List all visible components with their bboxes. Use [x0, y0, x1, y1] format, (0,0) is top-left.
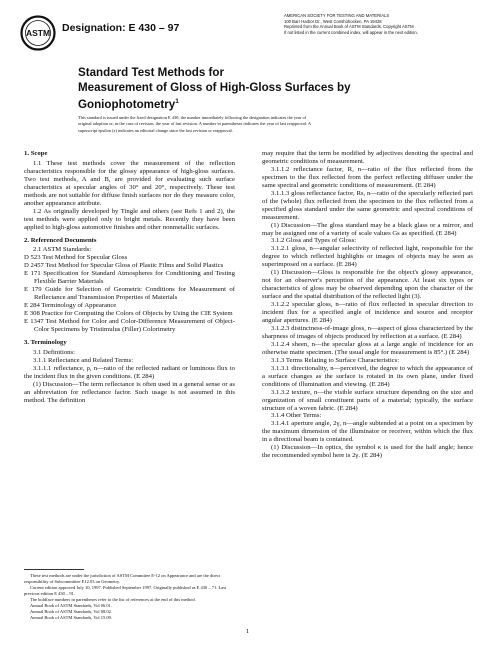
paragraph: 3.1.1 Reflectance and Related Terms: [33, 356, 134, 364]
paragraph: (1) Discussion—The term reflectance is often used in a general sense or as an abbreviation for reflectance factor. Such usage is not assumed in this method. The definition [24, 380, 235, 404]
paragraph: 1.1 These test methods cover the measurement of the reflection characteristics responsible for the glossy appearance of high-gloss surfaces. Two test methods, A and B, are provided for evaluating such surface characteristics at specular angles of 30° and 20°, respectively. These test methods are not suitable for diffuse finish surfaces nor do they measure color, another appearance attribute. [24, 159, 235, 207]
title-line-last [78, 95, 408, 112]
section-heading: 3. Terminology [24, 338, 67, 346]
paragraph: 3.1.2.1 gloss, n—angular selectivity of reflected light, responsible for the degree to which reflected highlights or images of objects may be seen as superimposed on a surface. (E 284) [262, 245, 473, 269]
reference-item: D 2457 Test Method for Specular Gloss of Plastic Films and Solid Plastics [24, 262, 224, 270]
right-column [262, 150, 473, 460]
paragraph: 3.1.1.3 gloss reflectance factor, Rs, n—ratio of the specularly reflected part of the (whole) flux reflected from the specimen to the flux reflected from a specified gloss standard under the same geometric and spectral conditions of measurement. [262, 189, 473, 221]
footnote: Annual Book of ASTM Standards, Vol 06.01. [30, 603, 112, 608]
document-title [78, 66, 408, 112]
publisher-line: If not listed in the current combined index, will appear in the next edition. [284, 29, 418, 35]
reference-item: E 171 Specification for Standard Atmospheres for Conditioning and Testing Flexible Barrier Materials [24, 270, 235, 286]
publisher-block [284, 13, 484, 35]
reference-item: E 179 Guide for Selection of Geometric Conditions for Measurement of Reflectance and Transmission Properties of Materials [24, 286, 235, 302]
footnote: The boldface numbers in parentheses refer to the list of references at the end of this method. [30, 597, 196, 602]
reference-item: D 523 Test Method for Specular Gloss [24, 254, 128, 262]
paragraph: 3.1.1.1 reflectance, ρ, n—ratio of the reflected radiant or luminous flux to the incident flux in the given conditions. (E 284) [24, 364, 235, 380]
reference-item: E 284 Terminology of Appearance [24, 302, 117, 310]
standard-notice [78, 115, 418, 134]
title-footnote-mark: 1 [175, 98, 179, 105]
publisher-line: AMERICAN SOCIETY FOR TESTING AND MATERIALS [284, 13, 390, 18]
paragraph: 3.1 Definitions: [33, 348, 75, 356]
designation: Designation: E 430 – 97 [62, 22, 180, 34]
footnote: Annual Book of ASTM Standards, Vol 08.02. [30, 609, 112, 614]
footnote: These test methods are under the jurisdiction of ASTM Committee E-12 on Appearance and are the direct responsibility of Subcommittee E12.03 on Geometry. [24, 573, 221, 584]
title-line: Standard Test Methods for [78, 66, 225, 79]
paragraph: 1.2 As originally developed by Tingle and others (see Refs 1 and 2), the test methods were applied only to bright metals. Recently they have been applied to high-gloss automotive finishes and other nonmetallic surfaces. [24, 207, 235, 231]
paragraph: 3.1.4 Other Terms: [271, 412, 322, 420]
paragraph: may require that the term be modified by adjectives denoting the spectral and geometric conditions of measurement. [262, 150, 473, 165]
paragraph: 3.1.2 Gloss and Types of Gloss: [271, 237, 357, 245]
notice-line: superscript epsilon (ε) indicates an editorial change since the last revision or reapproval. [78, 127, 233, 133]
left-column [24, 150, 235, 405]
paragraph: (1) Discussion—In optics, the symbol κ is used for the half angle; hence the recommended symbol here is 2γ. (E 284) [262, 444, 473, 460]
paragraph: 3.1.2.3 distinctness-of-image gloss, n—aspect of gloss characterized by the sharpness of images of objects produced by reflection at a surface. (E 284) [262, 324, 473, 340]
paragraph: (1) Discussion—The gloss standard may be a black glass or a mirror, and may be assigned one of a variety of scale values Gs as specified. (E 284) [262, 221, 473, 237]
publisher-line: 100 Barr Harbor Dr., West Conshohocken, PA 19428 [284, 18, 382, 24]
page-number: 1 [246, 628, 250, 635]
title-line: Measurement of Gloss of High-Gloss Surfaces by [78, 80, 351, 94]
logo-text: ASTM [25, 28, 51, 38]
paragraph: 3.1.3 Terms Relating to Surface Characteristics: [271, 356, 400, 364]
footnotes [24, 569, 235, 621]
footnote: Annual Book of ASTM Standards, Vol 15.09. [30, 615, 112, 620]
footnote-rule [24, 569, 84, 570]
astm-logo [20, 14, 56, 52]
reference-item: E 1347 Test Method for Color and Color-Difference Measurement of Object-Color Specimens by Tristimulus (Filler) Colorimetry [24, 318, 235, 334]
paragraph: 3.1.2.4 sheen, n—the specular gloss at a large angle of incidence for an otherwise matte specimen. (The usual angle for measurement is 85°.) (E 284) [262, 340, 473, 356]
paragraph: 3.1.2.2 specular gloss, n—ratio of flux reflected in specular direction to incident flux for a specified angle of incidence and source and receptor angular apertures. (E 284) [262, 301, 473, 325]
section-heading: 2. Referenced Documents [24, 236, 97, 244]
publisher-line: Reprinted from the Annual Book of ASTM Standards. Copyright ASTM [284, 24, 414, 30]
footnote: Current edition approved July 10, 1997. Published September 1997. Originally published as E 430 – 71. Last previous edition E 430 – 91. [24, 585, 227, 596]
section-heading: 1. Scope [24, 150, 48, 157]
notice-line: This standard is issued under the fixed designation E 430; the number immediately following the designation indicates the year of [78, 115, 307, 120]
paragraph: 3.1.4.1 aperture angle, 2γ, n—angle subtended at a point on a specimen by the maximum dimension of the illuminator or receiver, within which the flux in a directional beam is contained. [262, 420, 473, 444]
notice-line: original adoption or, in the case of revision, the year of last revision. A number in parentheses indicates the year of last reapproval. A [78, 121, 312, 127]
paragraph: 3.1.3.2 texture, n—the visible surface structure depending on the size and organization of small constituent parts of a material; typically, the surface structure of a woven fabric. (E 284) [262, 388, 473, 412]
paragraph: 2.1 ASTM Standards: [33, 246, 92, 254]
paragraph: 3.1.1.2 reflectance factor, R, n—ratio of the flux reflected from the specimen to the flux reflected from the perfect reflecting diffuser under the same spectral and geometric conditions of measurement. (E 284) [262, 165, 473, 189]
title-line: Goniophotometry [78, 97, 176, 111]
reference-item: E 308 Practice for Computing the Colors of Objects by Using the CIE System [24, 310, 233, 318]
paragraph: 3.1.3.1 directionality, n—perceived, the degree to which the appearance of a surface changes as the surface is rotated in its own plane, under fixed conditions of illumination and viewing. (E 284) [262, 364, 473, 388]
paragraph: (1) Discussion—Gloss is responsible for the object's glossy appearance, not for an observer's perception of the appearance. At least six types or characteristics of gloss may be observed depending upon the character of the surface and the spatial distribution of the reflected light (3). [262, 269, 473, 301]
